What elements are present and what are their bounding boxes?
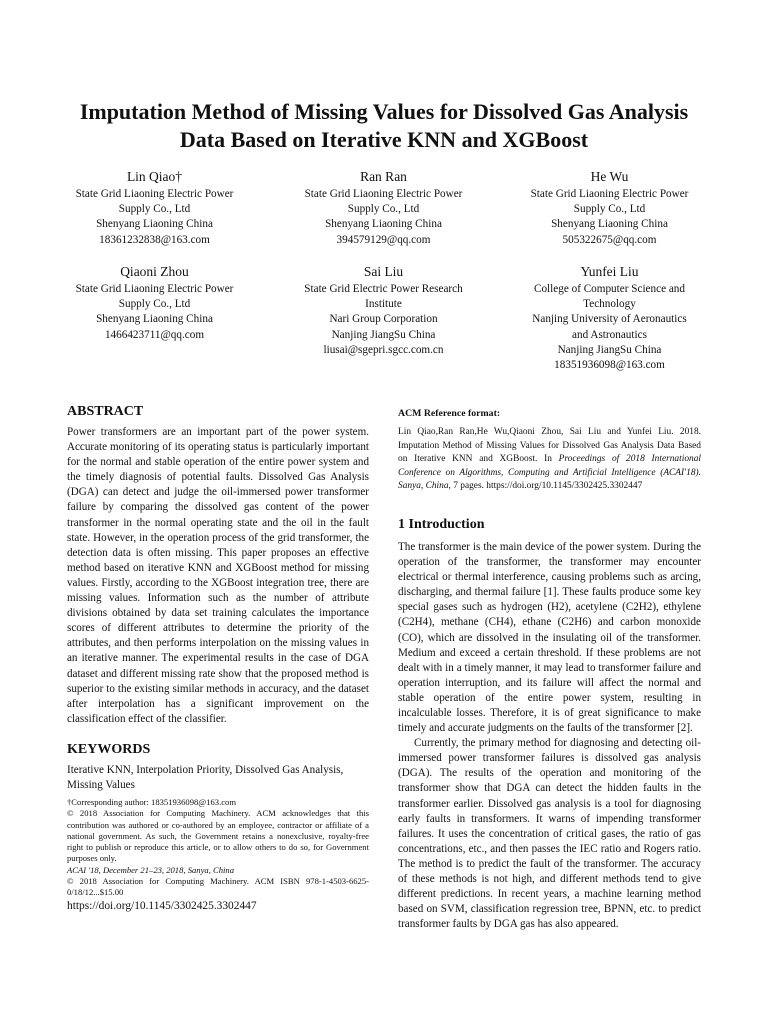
author-affiliation: State Grid Liaoning Electric Power bbox=[530, 188, 689, 200]
author-block bbox=[269, 263, 498, 358]
keywords-text: Iterative KNN, Interpolation Priority, Dissolved Gas Analysis, Missing Values bbox=[67, 763, 344, 791]
author-affiliation: College of Computer Science and bbox=[534, 283, 685, 295]
author-location: Nanjing JiangSu China bbox=[331, 328, 436, 341]
title-line-2: Data Based on Iterative KNN and XGBoost bbox=[179, 127, 589, 152]
author-block bbox=[269, 168, 498, 248]
author-email: 18361232838@163.com bbox=[99, 233, 210, 246]
author-affiliation: Technology bbox=[583, 298, 636, 311]
author-location: Nanjing JiangSu China bbox=[557, 343, 662, 356]
author-affiliation: Supply Co., Ltd bbox=[347, 203, 420, 216]
isbn-info: © 2018 Association for Computing Machinery. ACM ISBN 978-1-4503-6625-0/18/12...$15.00 bbox=[67, 876, 369, 898]
author-name: He Wu bbox=[590, 169, 629, 184]
author-email: 18351936098@163.com bbox=[554, 359, 665, 372]
author-email: 1466423711@qq.com bbox=[104, 328, 205, 341]
author-block bbox=[495, 263, 724, 373]
acm-reference-authors: Lin Qiao,Ran Ran,He Wu,Qiaoni Zhou, Sai Liu and Yunfei Liu. 2018. Imputation Method of Missing Values for Dissolved Gas Analysis Data Based on Iterative KNN and XGBoost. In bbox=[398, 427, 701, 465]
right-column bbox=[398, 408, 701, 932]
author-block bbox=[40, 263, 269, 343]
acm-reference-proceedings: Proceedings of 2018 International Conference on Algorithms, Computing and Artificial Intelligence (ACAI'18). Sanya, China, bbox=[398, 454, 701, 492]
footnote bbox=[67, 797, 369, 914]
acm-reference-text bbox=[398, 426, 701, 494]
author-location: Shenyang Liaoning China bbox=[325, 218, 442, 231]
author-location: Shenyang Liaoning China bbox=[96, 218, 213, 231]
keywords-heading: KEYWORDS bbox=[67, 741, 151, 757]
left-column bbox=[67, 403, 369, 793]
author-email: liusai@sgepri.sgcc.com.cn bbox=[323, 343, 444, 356]
author-email: 505322675@qq.com bbox=[562, 233, 657, 246]
author-name: Yunfei Liu bbox=[580, 264, 639, 279]
abstract-text: Power transformers are an important part of the power system. Accurate monitoring of its operating status is particularly important for the normal and stable operation of the entire power system and the timely diagnosis of potential faults. Dissolved Gas Analysis (DGA) can detect and judge the oil-immersed power transformer failure by comparing the dissolved gas content of the power transformer in the normal operating state and the oil in the fault state. However, in the operation process of the grid transformer, the detection data is often missing. This paper proposes an effective method based on iterative KNN and XGBoost method for missing values. Firstly, according to the XGBoost integration tree, there are missing values. Information such as the number of attribute divisions obtained by data set training calculates the importance scores of different attributes to determine the priority of the attributes, and then performs interpolation on the missing values in an iterative manner. The experimental results in the case of DGA dataset and different missing rate show that the proposed method is superior to the existing similar methods in accuracy, and the dataset after interpolation has a significant improvement on the classification effect of the classifier. bbox=[67, 426, 369, 725]
author-block bbox=[495, 168, 724, 248]
author-name: Sai Liu bbox=[363, 264, 404, 279]
author-organization: Nari Group Corporation bbox=[329, 313, 438, 326]
introduction-heading: 1 Introduction bbox=[398, 516, 485, 532]
author-email: 394579129@qq.com bbox=[336, 233, 431, 246]
author-affiliation: State Grid Electric Power Research bbox=[304, 283, 463, 295]
author-affiliation: Institute bbox=[365, 298, 402, 311]
author-affiliation: Supply Co., Ltd bbox=[118, 203, 191, 216]
copyright-notice: © 2018 Association for Computing Machinery. ACM acknowledges that this contribution was authored or co-authored by an employee, contractor or affiliate of a national government. As such, the Government retains a nonexclusive, royalty-free right to publish or reproduce this article, or to allow others to do so, for Government purposes only. bbox=[67, 808, 369, 864]
paper-title bbox=[40, 98, 728, 154]
author-affiliation: State Grid Liaoning Electric Power bbox=[75, 188, 234, 200]
author-affiliation: Supply Co., Ltd bbox=[573, 203, 646, 216]
author-affiliation: State Grid Liaoning Electric Power bbox=[304, 188, 463, 200]
author-name: Ran Ran bbox=[360, 169, 407, 184]
corresponding-author-note: †Corresponding author: 18351936098@163.com bbox=[67, 797, 237, 807]
acm-reference-pages: 7 pages. https://doi.org/10.1145/3302425.3302447 bbox=[450, 481, 643, 492]
author-name: Qiaoni Zhou bbox=[120, 264, 189, 279]
author-affiliation: Nanjing University of Aeronautics bbox=[532, 313, 687, 326]
author-block bbox=[40, 168, 269, 248]
author-affiliation: and Astronautics bbox=[572, 328, 647, 341]
title-line-1: Imputation Method of Missing Values for Dissolved Gas Analysis bbox=[79, 99, 689, 124]
conference-info: ACAI '18, December 21–23, 2018, Sanya, China bbox=[67, 864, 235, 875]
author-name: Lin Qiao† bbox=[126, 169, 183, 184]
doi-link[interactable]: https://doi.org/10.1145/3302425.3302447 bbox=[67, 899, 257, 912]
acm-reference-heading: ACM Reference format: bbox=[398, 408, 501, 419]
introduction-paragraph: The transformer is the main device of the power system. During the operation of the transformer, the transformer may encounter electrical or thermal interference, causing problems such as arcing, discharging, and thermal failure [1]. These faults produce some key special gases such as hydrogen (H2), acetylene (C2H2), ethylene (C2H4), methane (CH4), ethane (C2H6) and carbon monoxide (CO), which are dissolved in the insulating oil of the transformer. Medium and exceed a certain threshold. If these problems are not dealt with in a timely manner, it may lead to transformer failure and operation interruption, and its failure will affect the normal and stable operation of the entire power system, resulting in incalculable losses. Therefore, it is of great significance to make timely and accurate judgments on the faults of the transformer [2]. bbox=[398, 540, 701, 735]
author-location: Shenyang Liaoning China bbox=[96, 313, 213, 326]
abstract-heading: ABSTRACT bbox=[67, 404, 144, 419]
author-affiliation: State Grid Liaoning Electric Power bbox=[75, 283, 234, 295]
author-location: Shenyang Liaoning China bbox=[551, 218, 668, 231]
author-affiliation: Supply Co., Ltd bbox=[118, 298, 191, 311]
introduction-paragraph: Currently, the primary method for diagnosing and detecting oil-immersed power transformer failures is dissolved gas analysis (DGA). The results of the operation and monitoring of the transformer show that DGA can detect the hidden faults in the transformer earlier. Dissolved gas analysis is a tool for diagnosing early faults in transformers. It warns of impending transformer failures. It uses the concentration of critical gases, the ratio of gas concentrations, etc., and then passes the IEC ratio and Rogers ratio. The method is to predict the fault of the transformer. The accuracy of these methods is not high, and different methods tend to give different predictions. In recent years, a machine learning method based on SVM, classification regression tree, BPNN, etc. to predict transformer faults by DGA gas has also appeared. bbox=[398, 737, 701, 931]
